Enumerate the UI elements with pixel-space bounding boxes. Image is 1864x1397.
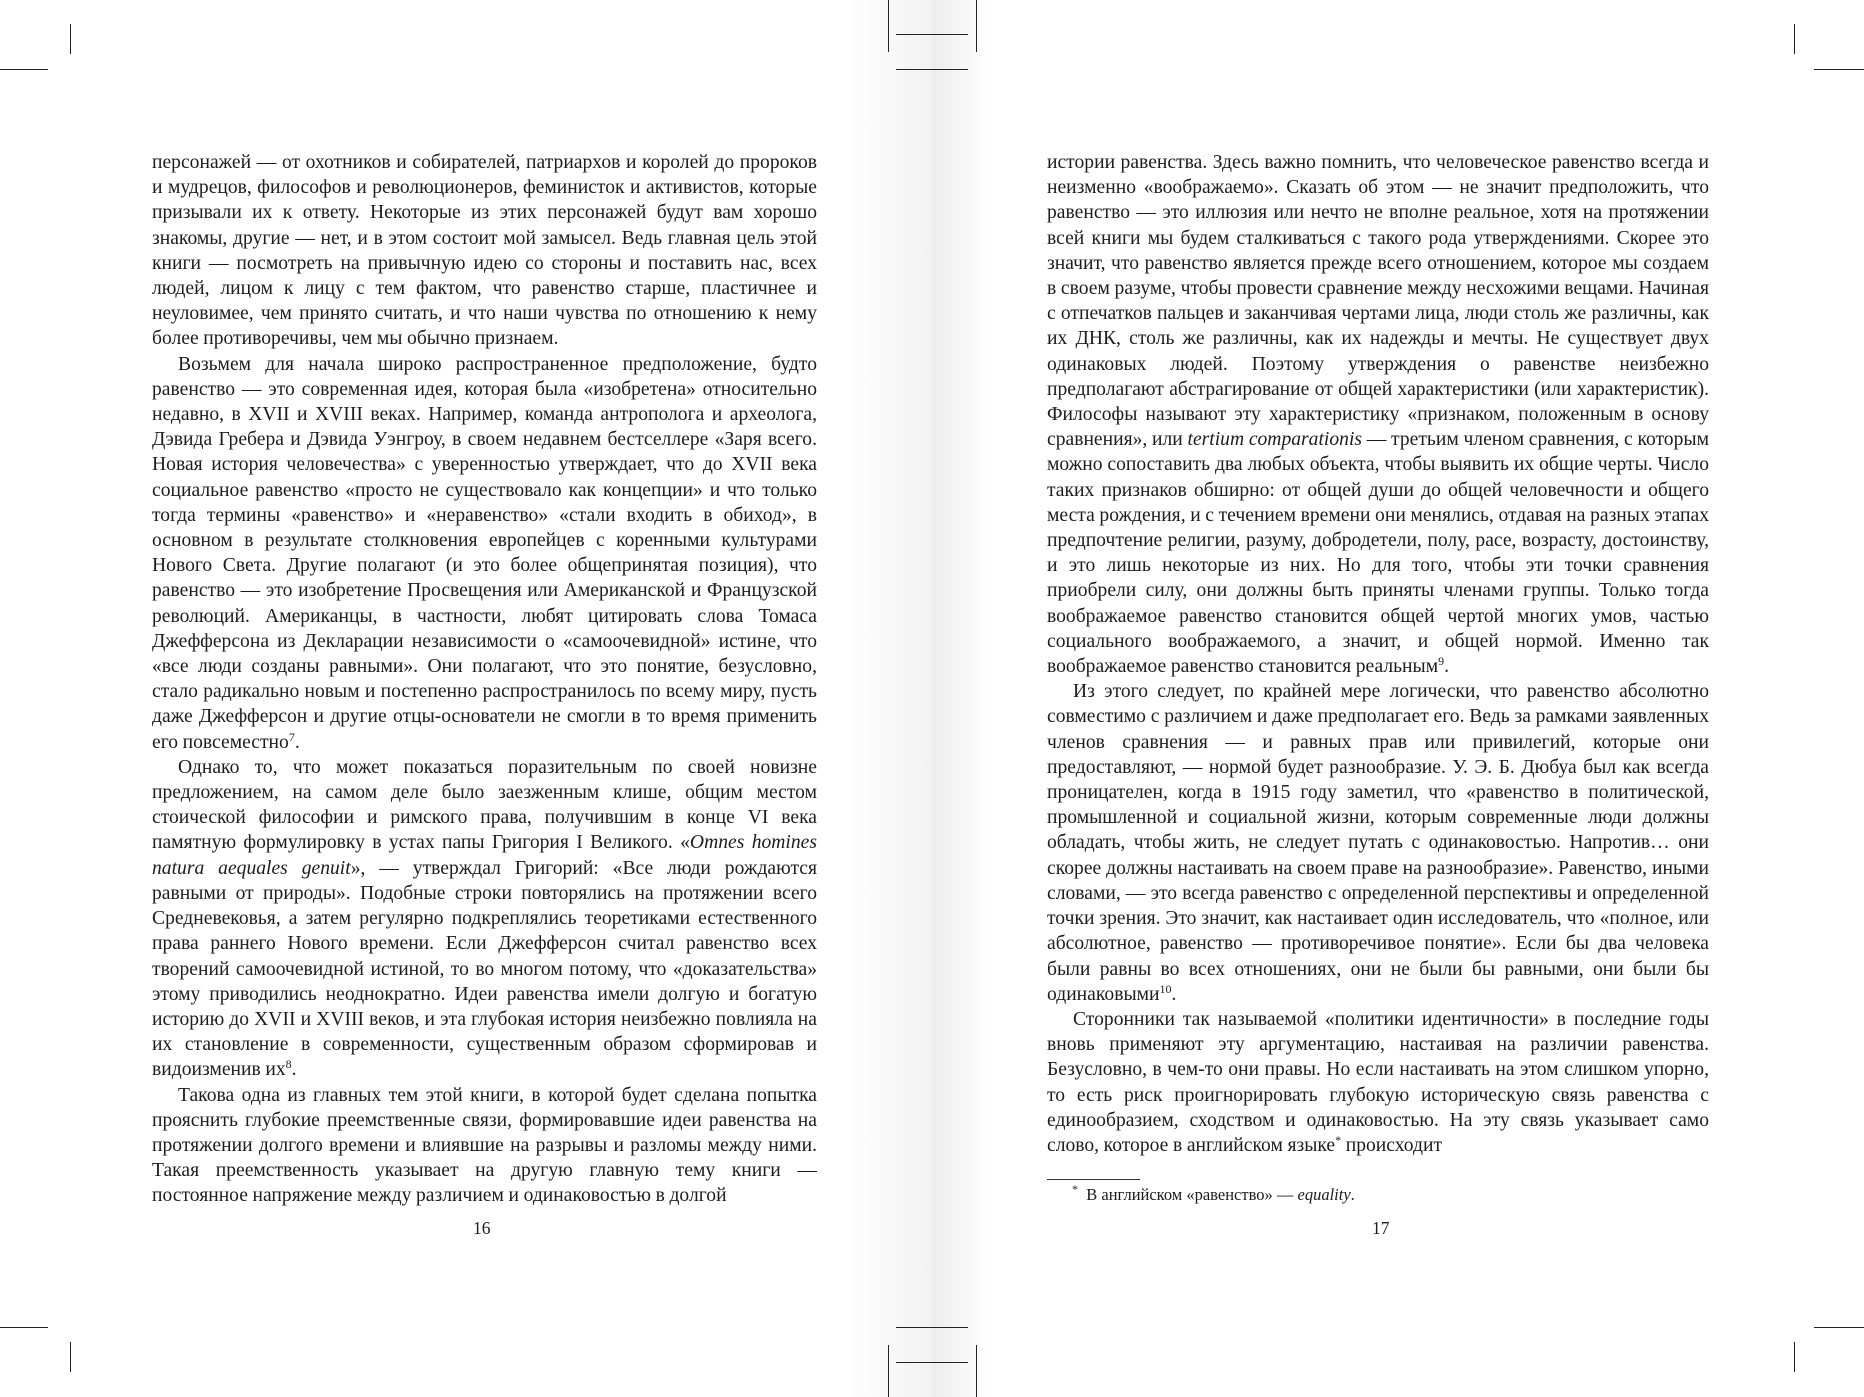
crop-mark <box>976 0 977 52</box>
footnote: * В английском «равенство» — equality. <box>1072 1182 1355 1204</box>
paragraph: Такова одна из главных тем этой книги, в которой будет сделана попытка прояснить глубокие преемственные связи, формировавшие идеи равенства на протяжении долгого времени и влиявшие на разрывы и разломы между ними. Такая преемственность указывает на другую главную тему книги — постоянное напряжение между различием и одинаковостью в долгой <box>152 1084 817 1207</box>
crop-mark <box>1794 24 1795 54</box>
footnote-marker: * <box>1072 1182 1078 1196</box>
latin-term: tertium comparationis <box>1187 429 1363 451</box>
footnote-ref[interactable]: * <box>1335 1132 1342 1147</box>
crop-mark <box>932 69 968 70</box>
paragraph: Возьмем для начала широко распространенное предположение, будто равенство — это современная идея, которая была «изобретена» относительно недавно, в XVII и XVIII веках. Например, команда антрополога и археолога, Дэвида Гребера и Дэвида Уэнгроу, в своем недавнем бестселлере «Заря всего. Новая история человечества» с уверенностью утверждает, что до XVII века социальное равенство «просто не существовало как концепции» и что только тогда термины «равенство» и «неравенство» «стали входить в обиход», в основном в результате столкновения европейцев с коренными культурами Нового Света. Другие полагают (и это более общепринятая позиция), что равенство — это изобретение Просвещения или Американской и Французской революций. Американцы, в частности, любят цитировать слова Томаса Джефферсона из Декларации независимости о «самоочевидной» истине, что «все люди созданы равными». Они полагают, что это понятие, безусловно, стало радикально новым и постепенно распространилось по всему миру, пусть даже Джефферсон и другие отцы-основатели не смогли в то время применить его повсеместно$^7$. <box>152 353 817 753</box>
crop-mark <box>1794 1342 1795 1372</box>
crop-mark <box>70 24 71 54</box>
left-text-column <box>152 150 817 1209</box>
crop-mark <box>0 69 48 70</box>
crop-mark <box>1814 1327 1864 1328</box>
gutter-shadow <box>842 0 932 1397</box>
crop-mark <box>896 1362 932 1363</box>
paragraph: Однако то, что может показаться поразительным по своей новизне предложением, на самом деле было заезженным клише, общим местом стоической философии и римского права, получившим в конце VI века памятную формулировку в устах папы Григория I Великого. «Omnes homines natura aequales genuit», — утверждал Григорий: «Все люди рождаются равными от природы». Подобные строки повторялись на протяжении всего Средневековья, а затем регулярно подкреплялись теоретиками естественного права раннего Нового времени. Если Джефферсон считал равенство всех творений самоочевидной истиной, то во многом потому, что «доказательства» этому приводились неоднократно. Идеи равенства имели долгую и богатую историю до XVII и XVIII веков, и эта глубокая история неизбежно повлияла на их становление в современности, существенным образом сформировав и видоизменив $их^8$. <box>152 756 818 1081</box>
crop-mark <box>932 34 968 35</box>
crop-mark <box>888 0 889 52</box>
crop-mark <box>888 1345 889 1397</box>
left-page: персонажей — от охотников и собирателей, патриархов и королей до пророков и мудрецов, философов и революционеров, феминисток и активистов, которые призывали их к ответу. Некоторые из этих персонажей будут вам хорошо знакомы, другие — нет, и в этом состоит мой замысел. Ведь главная цель этой книги — посмотреть на привычную идею со стороны и поставить нас, всех людей, лицом к лицу с тем фактом, что равенство старше, пластичнее и неуловимее, чем принято считать, и что наши чувства по отношению к нему более противоречивы, чем мы обычно признаем. Возьмем для начала широко распространенное предположение, будто равенство — это современная идея, которая была «изобретена» относительно недавно, в XVII и XVIII веках. Например, команда антрополога и археолога, Дэвида Гребера и Дэвида Уэнгроу, в своем недавнем бестселлере «Заря всего. Новая история человечества» с уверенностью утверждает, что до XVII века социальное равенство «просто не существовало как концепции» и что только тогда термины «равенство» и «неравенство» «стали входить в обиход», в основном в результате столкновения европейцев с коренными культурами Нового Света. Другие полагают (и это более общепринятая позиция), что равенство — это изобретение Просвещения или Американской и Французской революций. Американцы, в частности, любят цитировать слова Томаса Джефферсона из Декларации независимости о «самоочевидной» истине, что «все люди созданы равными». Они полагают, что это понятие, безусловно, стало радикально новым и постепенно распространилось по всему миру, пусть даже Джефферсон и другие отцы-основатели не смогли в то время применить его повсеместно$^7$. Однако то, что может показаться поразительным по своей новизне предложением, на самом деле было заезженным клише, общим местом стоической философии и римского права, получившим в конце VI века памятную формулировку в устах папы Григория I Великого. «Omnes homines natura aequales genuit», — утверждал Григорий: «Все люди рождаются равными от природы». Подобные строки повторялись на протяжении всего Средневековья, а затем регулярно подкреплялись теоретиками естественного права раннего Нового времени. Если Джефферсон считал равенство всех творений самоочевидной истиной, то во многом потому, что «доказательства» этому приводились неоднократно. Идеи равенства имели долгую и богатую историю до XVII и XVIII веков, и эта глубокая история неизбежно повлияла на их становление в современности, существенным образом сформировав и видоизменив $их^8$. Такова одна из главных тем этой книги, в которой будет сделана попытка прояснить глубокие преемственные связи, формировавшие идеи равенства на протяжении долгого времени и влиявшие на разрывы и разломы между ними. Такая преемственность указывает на другую главную тему книги — постоянное напряжение между различием и одинаковостью в долгой 16 <box>0 0 932 1397</box>
footnote-ref[interactable]: 9 <box>1438 654 1445 669</box>
paragraph: истории равенства. Здесь важно помнить, что человеческое равенство всегда и неизменно «воображаемо». Сказать об этом — не значит предположить, что равенство — это иллюзия или нечто не вполне реальное, хотя на протяжении всей книги мы будем сталкиваться с такого рода утверждениями. Скорее это значит, что равенство является прежде всего отношением, которое мы создаем в своем разуме, чтобы провести сравнение между несхожими вещами. Начиная с отпечатков пальцев и заканчивая чертами лица, люди столь же различны, как их ДНК, столь же различны, как их надежды и мечты. Не существует двух одинаковых людей. Поэтому утверждения о равенстве неизбежно предполагают абстрагирование от общей характеристики (или характеристик). Философы называют эту характеристику «признаком, положенным в основу сравнения», или tertium comparationis — третьим членом сравнения, с которым можно сопоставить два любых объекта, чтобы выявить их общие черты. Число таких признаков обширно: от общей души до общей человечности и общего места рождения, и с течением времени они менялись, отдавая на разных этапах предпочтение религии, разуму, добродетели, полу, расе, возрасту, достоинству, и это лишь некоторые из них. Но для того, чтобы эти точки сравнения приобрели силу, они должны быть приняты членами группы. Только тогда воображаемое равенство становится общей чертой многих умов, частью социального воображаемого, а значит, и общей нормой. Именно так воображаемое равенство становится реальным$^9$. <box>1047 152 1709 678</box>
footnote-term: equality <box>1297 1185 1351 1204</box>
crop-mark <box>896 34 932 35</box>
crop-mark <box>896 1327 932 1328</box>
crop-mark <box>976 1345 977 1397</box>
paragraph: Сторонники так называемой «политики идентичности» в последние годы вновь применяют эту аргументацию, настаивая на различии равенства. Безусловно, в чем-то они правы. Но если настаивать на этом слишком упорно, то есть риск проигнорировать глубокую историческую связь равенства с единообразием, сходством и одинаковостью. На эту связь указывает само слово, которое в английском языке* происходит <box>1047 1008 1709 1156</box>
crop-mark <box>932 1362 968 1363</box>
right-text-column <box>1047 150 1709 1158</box>
crop-mark <box>0 1327 48 1328</box>
crop-mark <box>932 1327 968 1328</box>
footnote-ref[interactable]: 8 <box>285 1057 292 1072</box>
footnote-ref[interactable]: 10 <box>1159 981 1172 996</box>
crop-mark <box>896 69 932 70</box>
crop-mark <box>1814 69 1864 70</box>
footnote-rule <box>1047 1179 1140 1180</box>
gutter-shadow <box>932 0 992 1397</box>
footnote-ref[interactable]: 7 <box>288 729 295 744</box>
paragraph: персонажей — от охотников и собирателей, патриархов и королей до пророков и мудрецов, философов и революционеров, феминисток и активистов, которые призывали их к ответу. Некоторые из этих персонажей будут вам хорошо знакомы, другие — нет, и в этом состоит мой замысел. Ведь главная цель этой книги — посмотреть на привычную идею со стороны и поставить нас, всех людей, лицом к лицу с тем фактом, что равенство старше, пластичнее и неуловимее, чем принято считать, и что наши чувства по отношению к нему более противоречивы, чем мы обычно признаем. <box>152 152 817 350</box>
paragraph: Из этого следует, по крайней мере логически, что равенство абсолютно совместимо с различием и даже предполагает его. Ведь за рамками заявленных членов сравнения — и равных прав или привилегий, которые они предоставляют, — нормой будет разнообразие. У. Э. Б. Дюбуа был как всегда проницателен, когда в 1915 году заметил, что «равенство в политической, промышленной и социальной жизни, которым современные люди должны обладать, чтобы жить, не следует путать с одинаковостью. Напротив… они скорее должны настаивать на своем праве на разнообразие». Равенство, иными словами, — это всегда равенство с определенной перспективы и определенной точки зрения. Это значит, как настаивает один исследователь, что «полное, или абсолютное, равенство — противоречивое понятие». Если бы два человека были равны во всех отношениях, они не были бы равными, они были бы одинаковыми$^{10}$. <box>1047 681 1709 1005</box>
latin-quote: Omnes homines natura aequales genuit <box>152 832 817 879</box>
right-page: истории равенства. Здесь важно помнить, что человеческое равенство всегда и неизменно «воображаемо». Сказать об этом — не значит предположить, что равенство — это иллюзия или нечто не вполне реальное, хотя на протяжении всей книги мы будем сталкиваться с такого рода утверждениями. Скорее это значит, что равенство является прежде всего отношением, которое мы создаем в своем разуме, чтобы провести сравнение между несхожими вещами. Начиная с отпечатков пальцев и заканчивая чертами лица, люди столь же различны, как их ДНК, столь же различны, как их надежды и мечты. Не существует двух одинаковых людей. Поэтому утверждения о равенстве неизбежно предполагают абстрагирование от общей характеристики (или характеристик). Философы называют эту характеристику «признаком, положенным в основу сравнения», или tertium comparationis — третьим членом сравнения, с которым можно сопоставить два любых объекта, чтобы выявить их общие черты. Число таких признаков обширно: от общей души до общей человечности и общего места рождения, и с течением времени они менялись, отдавая на разных этапах предпочтение религии, разуму, добродетели, полу, расе, возрасту, достоинству, и это лишь некоторые из них. Но для того, чтобы эти точки сравнения приобрели силу, они должны быть приняты членами группы. Только тогда воображаемое равенство становится общей чертой многих умов, частью социального воображаемого, а значит, и общей нормой. Именно так воображаемое равенство становится реальным$^9$. Из этого следует, по крайней мере логически, что равенство абсолютно совместимо с различием и даже предполагает его. Ведь за рамками заявленных членов сравнения — и равных прав или привилегий, которые они предоставляют, — нормой будет разнообразие. У. Э. Б. Дюбуа был как всегда проницателен, когда в 1915 году заметил, что «равенство в политической, промышленной и социальной жизни, которым современные люди должны обладать, чтобы жить, не следует путать с одинаковостью. Напротив… они скорее должны настаивать на своем праве на разнообразие». Равенство, иными словами, — это всегда равенство с определенной перспективы и определенной точки зрения. Это значит, как настаивает один исследователь, что «полное, или абсолютное, равенство — противоречивое понятие». Если бы два человека были равны во всех отношениях, они не были бы равными, они были бы одинаковыми$^{10}$. Сторонники так называемой «политики идентичности» в последние годы вновь применяют эту аргументацию, настаивая на различии равенства. Безусловно, в чем-то они правы. Но если настаивать на этом слишком упорно, то есть риск проигнорировать глубокую историческую связь равенства с единообразием, сходством и одинаковостью. На эту связь указывает само слово, которое в английском языке* происходит * В английском «равенство» — equality. 17 <box>932 0 1864 1397</box>
crop-mark <box>70 1342 71 1372</box>
